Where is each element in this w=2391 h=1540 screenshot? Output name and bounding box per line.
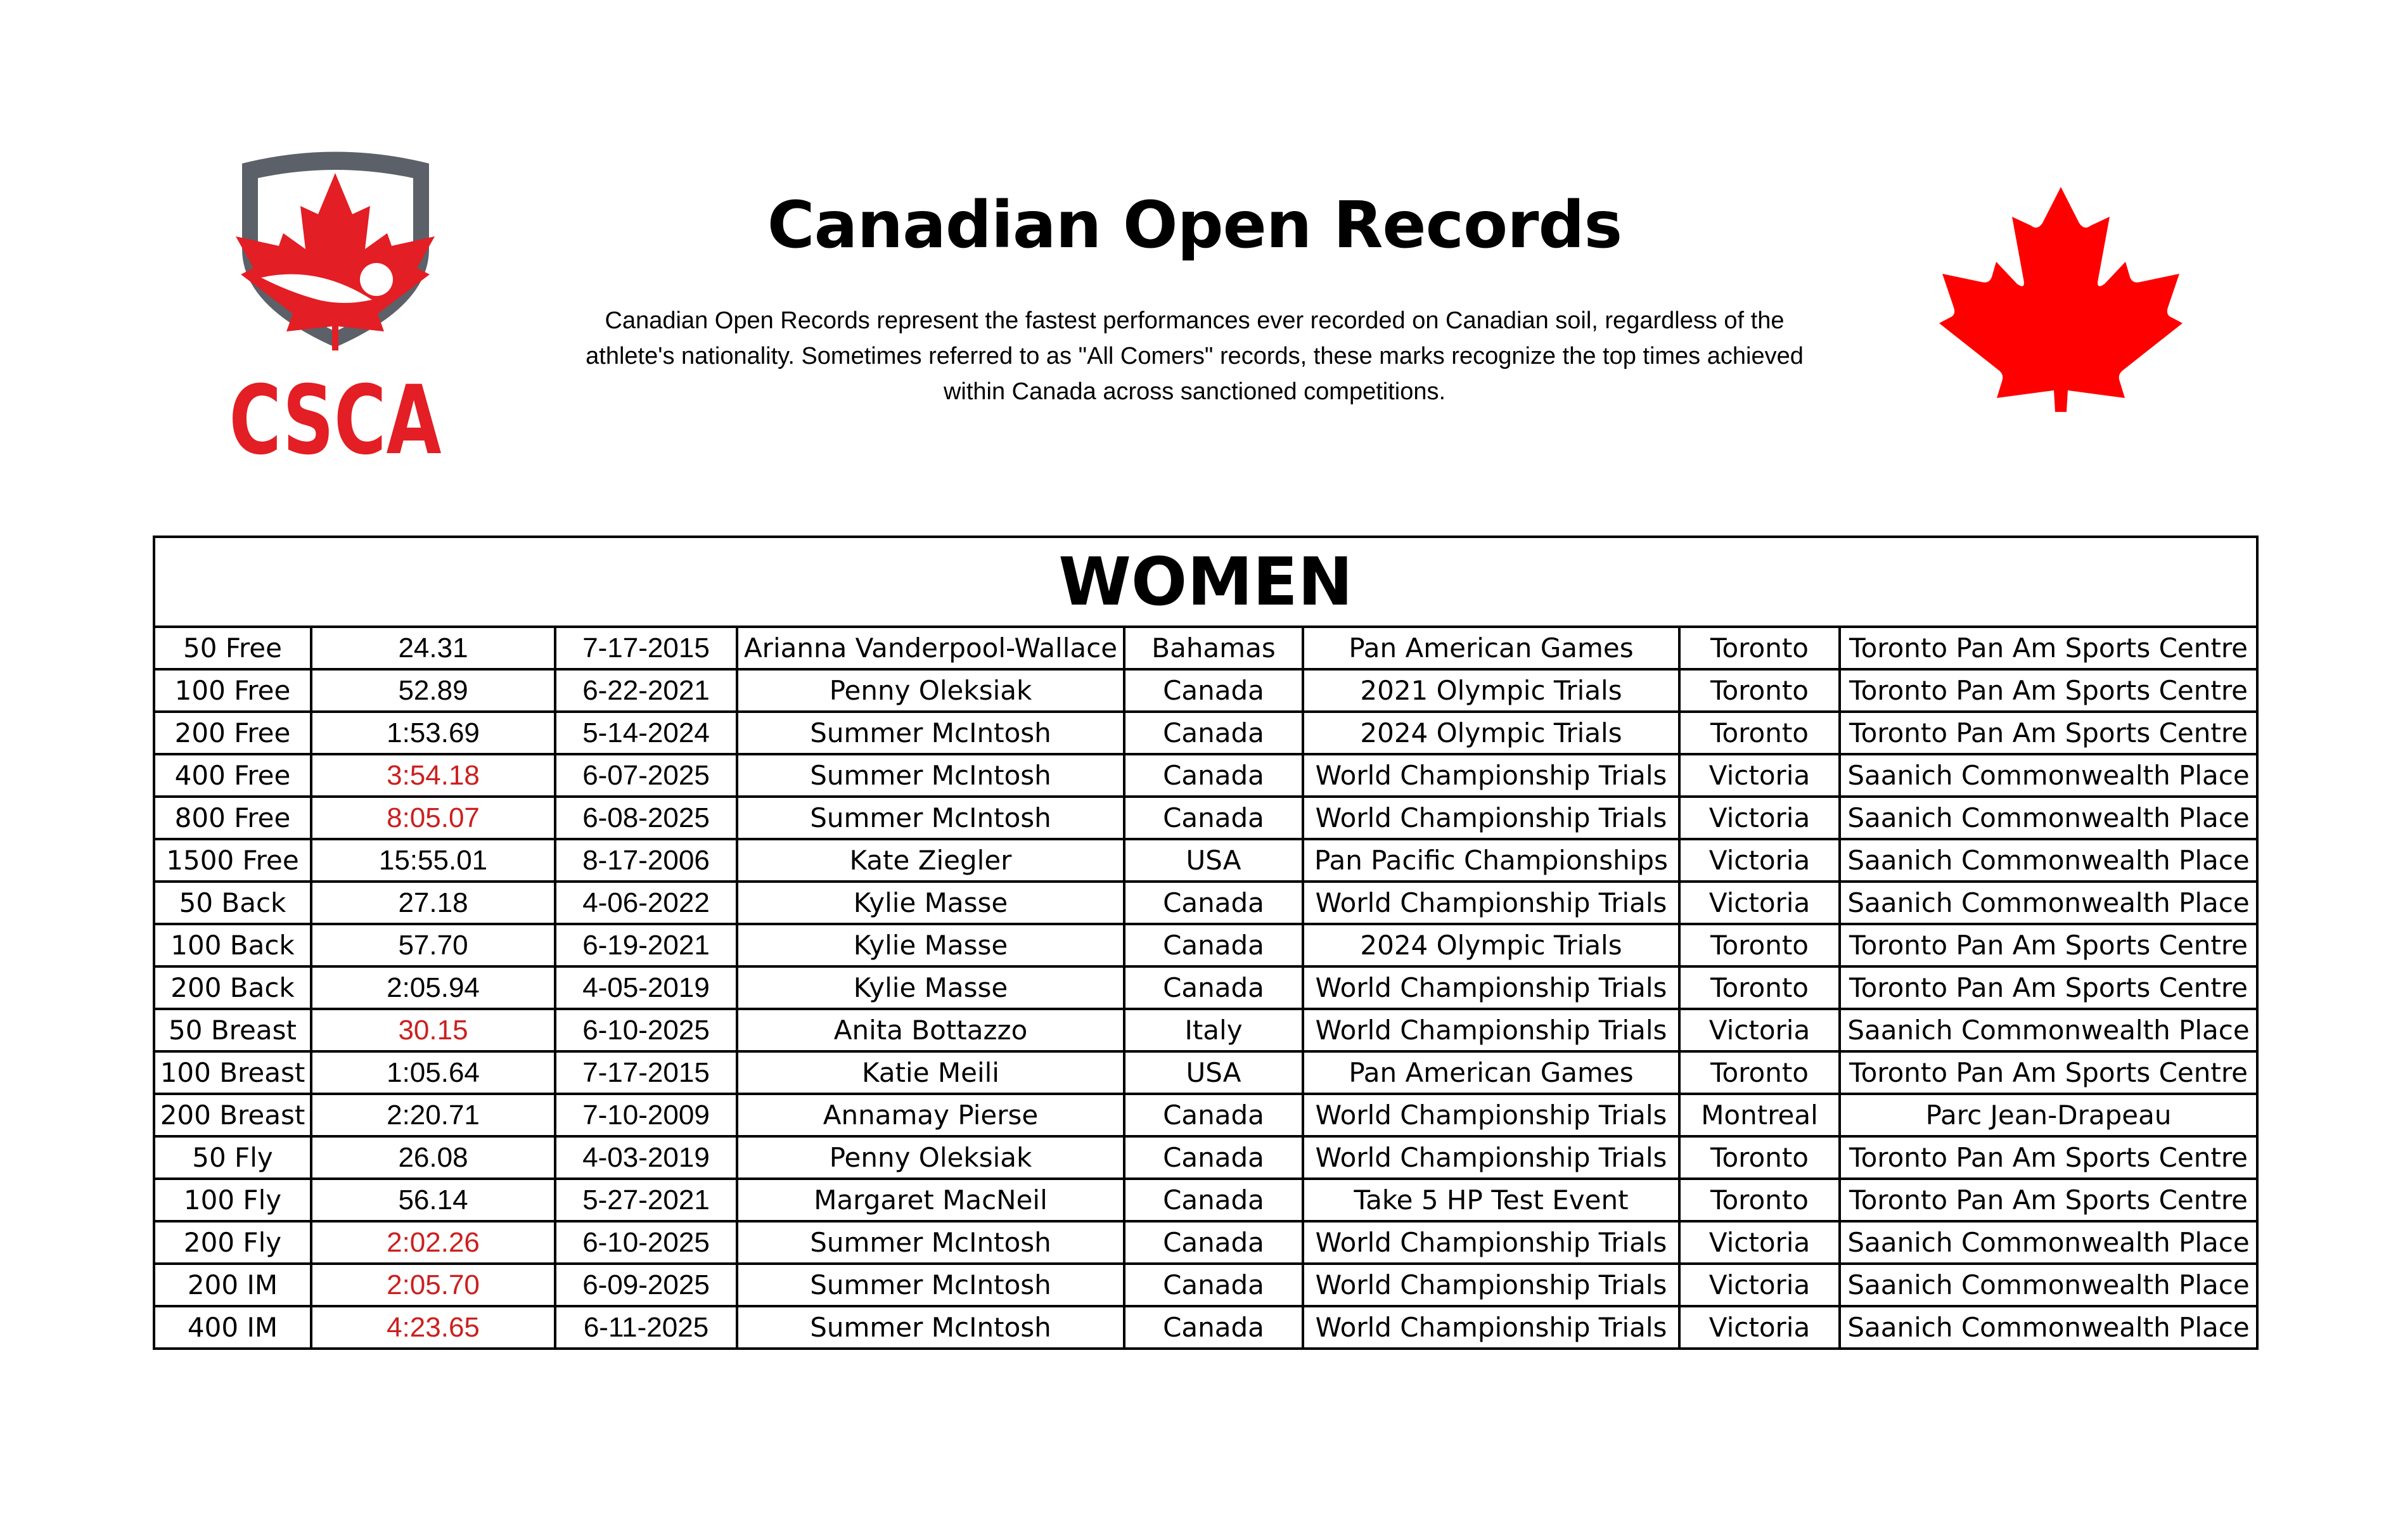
- date-cell: 6-09-2025: [555, 1264, 737, 1306]
- city-cell: Victoria: [1679, 1009, 1840, 1051]
- csca-logo: [223, 148, 448, 476]
- records-body: [154, 627, 2257, 1349]
- date-cell: 6-10-2025: [555, 1221, 737, 1264]
- athlete-cell: Kylie Masse: [737, 966, 1124, 1009]
- athlete-cell: Penny Oleksiak: [737, 1136, 1124, 1179]
- city-cell: Montreal: [1679, 1094, 1840, 1136]
- table-row: [154, 1264, 2257, 1306]
- city-cell: Toronto: [1679, 1136, 1840, 1179]
- table-row: [154, 924, 2257, 966]
- city-cell: Victoria: [1679, 797, 1840, 839]
- event-cell: 200 Free: [154, 712, 311, 754]
- country-cell: Canada: [1124, 712, 1303, 754]
- city-cell: Toronto: [1679, 1179, 1840, 1221]
- event-cell: 400 IM: [154, 1306, 311, 1349]
- country-cell: Canada: [1124, 754, 1303, 797]
- meet-cell: World Championship Trials: [1303, 1094, 1679, 1136]
- event-cell: 800 Free: [154, 797, 311, 839]
- event-cell: 200 Breast: [154, 1094, 311, 1136]
- time-cell: 2:05.94: [311, 966, 555, 1009]
- country-cell: Canada: [1124, 966, 1303, 1009]
- venue-cell: Saanich Commonwealth Place: [1840, 1264, 2257, 1306]
- records-table: [153, 536, 2259, 1350]
- city-cell: Toronto: [1679, 669, 1840, 712]
- date-cell: 6-10-2025: [555, 1009, 737, 1051]
- athlete-cell: Anita Bottazzo: [737, 1009, 1124, 1051]
- time-cell: 8:05.07: [311, 797, 555, 839]
- meet-cell: World Championship Trials: [1303, 966, 1679, 1009]
- city-cell: Toronto: [1679, 712, 1840, 754]
- time-cell: 24.31: [311, 627, 555, 669]
- athlete-cell: Annamay Pierse: [737, 1094, 1124, 1136]
- athlete-cell: Summer McIntosh: [737, 712, 1124, 754]
- city-cell: Toronto: [1679, 966, 1840, 1009]
- table-row: [154, 1051, 2257, 1094]
- logo-text: CSCA: [229, 366, 442, 476]
- page-title: Canadian Open Records: [767, 188, 1622, 263]
- country-cell: Italy: [1124, 1009, 1303, 1051]
- venue-cell: Saanich Commonwealth Place: [1840, 1306, 2257, 1349]
- time-cell: 2:02.26: [311, 1221, 555, 1264]
- country-cell: USA: [1124, 1051, 1303, 1094]
- section-title: WOMEN: [154, 537, 2257, 627]
- event-cell: 100 Free: [154, 669, 311, 712]
- athlete-cell: Arianna Vanderpool-Wallace: [737, 627, 1124, 669]
- time-cell: 2:20.71: [311, 1094, 555, 1136]
- city-cell: Victoria: [1679, 882, 1840, 924]
- event-cell: 200 Back: [154, 966, 311, 1009]
- country-cell: Canada: [1124, 1136, 1303, 1179]
- date-cell: 5-27-2021: [555, 1179, 737, 1221]
- event-cell: 50 Fly: [154, 1136, 311, 1179]
- venue-cell: Saanich Commonwealth Place: [1840, 1009, 2257, 1051]
- table-row: [154, 1221, 2257, 1264]
- meet-cell: World Championship Trials: [1303, 1264, 1679, 1306]
- event-cell: 1500 Free: [154, 839, 311, 882]
- table-row: [154, 1306, 2257, 1349]
- venue-cell: Saanich Commonwealth Place: [1840, 1221, 2257, 1264]
- athlete-cell: Kylie Masse: [737, 882, 1124, 924]
- date-cell: 6-11-2025: [555, 1306, 737, 1349]
- meet-cell: 2024 Olympic Trials: [1303, 924, 1679, 966]
- table-row: [154, 712, 2257, 754]
- date-cell: 6-19-2021: [555, 924, 737, 966]
- athlete-cell: Summer McIntosh: [737, 1306, 1124, 1349]
- time-cell: 1:53.69: [311, 712, 555, 754]
- meet-cell: World Championship Trials: [1303, 882, 1679, 924]
- table-row: [154, 839, 2257, 882]
- event-cell: 50 Breast: [154, 1009, 311, 1051]
- table-row: [154, 1136, 2257, 1179]
- venue-cell: Saanich Commonwealth Place: [1840, 797, 2257, 839]
- venue-cell: Saanich Commonwealth Place: [1840, 754, 2257, 797]
- country-cell: Canada: [1124, 1094, 1303, 1136]
- table-row: [154, 966, 2257, 1009]
- country-cell: Canada: [1124, 1221, 1303, 1264]
- venue-cell: Saanich Commonwealth Place: [1840, 882, 2257, 924]
- country-cell: Canada: [1124, 1179, 1303, 1221]
- time-cell: 1:05.64: [311, 1051, 555, 1094]
- meet-cell: Pan American Games: [1303, 627, 1679, 669]
- country-cell: Canada: [1124, 669, 1303, 712]
- city-cell: Toronto: [1679, 1051, 1840, 1094]
- meet-cell: World Championship Trials: [1303, 1221, 1679, 1264]
- meet-cell: World Championship Trials: [1303, 754, 1679, 797]
- athlete-cell: Summer McIntosh: [737, 754, 1124, 797]
- athlete-cell: Kylie Masse: [737, 924, 1124, 966]
- venue-cell: Toronto Pan Am Sports Centre: [1840, 712, 2257, 754]
- date-cell: 7-17-2015: [555, 1051, 737, 1094]
- venue-cell: Parc Jean-Drapeau: [1840, 1094, 2257, 1136]
- athlete-cell: Summer McIntosh: [737, 797, 1124, 839]
- venue-cell: Toronto Pan Am Sports Centre: [1840, 1051, 2257, 1094]
- meet-cell: Take 5 HP Test Event: [1303, 1179, 1679, 1221]
- time-cell: 57.70: [311, 924, 555, 966]
- date-cell: 6-22-2021: [555, 669, 737, 712]
- time-cell: 52.89: [311, 669, 555, 712]
- event-cell: 50 Back: [154, 882, 311, 924]
- time-cell: 26.08: [311, 1136, 555, 1179]
- time-cell: 27.18: [311, 882, 555, 924]
- venue-cell: Toronto Pan Am Sports Centre: [1840, 924, 2257, 966]
- meet-cell: World Championship Trials: [1303, 1009, 1679, 1051]
- table-row: [154, 797, 2257, 839]
- table-row: [154, 1009, 2257, 1051]
- meet-cell: 2024 Olympic Trials: [1303, 712, 1679, 754]
- city-cell: Victoria: [1679, 1306, 1840, 1349]
- country-cell: Bahamas: [1124, 627, 1303, 669]
- date-cell: 6-08-2025: [555, 797, 737, 839]
- city-cell: Toronto: [1679, 627, 1840, 669]
- country-cell: Canada: [1124, 1264, 1303, 1306]
- date-cell: 7-17-2015: [555, 627, 737, 669]
- description: [545, 303, 1844, 409]
- time-cell: 30.15: [311, 1009, 555, 1051]
- city-cell: Victoria: [1679, 839, 1840, 882]
- venue-cell: Toronto Pan Am Sports Centre: [1840, 966, 2257, 1009]
- event-cell: 100 Fly: [154, 1179, 311, 1221]
- event-cell: 100 Breast: [154, 1051, 311, 1094]
- event-cell: 400 Free: [154, 754, 311, 797]
- athlete-cell: Summer McIntosh: [737, 1264, 1124, 1306]
- date-cell: 7-10-2009: [555, 1094, 737, 1136]
- table-row: [154, 754, 2257, 797]
- description-line: Canadian Open Records represent the fastest performances ever recorded on Canadian soil, regardless of the: [605, 307, 1785, 334]
- time-cell: 4:23.65: [311, 1306, 555, 1349]
- time-cell: 15:55.01: [311, 839, 555, 882]
- time-cell: 3:54.18: [311, 754, 555, 797]
- city-cell: Victoria: [1679, 1264, 1840, 1306]
- meet-cell: World Championship Trials: [1303, 797, 1679, 839]
- event-cell: 50 Free: [154, 627, 311, 669]
- country-cell: Canada: [1124, 797, 1303, 839]
- table-row: [154, 669, 2257, 712]
- swimmer-head-icon: [360, 263, 393, 296]
- date-cell: 6-07-2025: [555, 754, 737, 797]
- table-row: [154, 1094, 2257, 1136]
- meet-cell: Pan Pacific Championships: [1303, 839, 1679, 882]
- time-cell: 56.14: [311, 1179, 555, 1221]
- date-cell: 4-05-2019: [555, 966, 737, 1009]
- table-row: [154, 882, 2257, 924]
- country-cell: USA: [1124, 839, 1303, 882]
- meet-cell: 2021 Olympic Trials: [1303, 669, 1679, 712]
- date-cell: 8-17-2006: [555, 839, 737, 882]
- table-row: [154, 627, 2257, 669]
- venue-cell: Toronto Pan Am Sports Centre: [1840, 1136, 2257, 1179]
- city-cell: Victoria: [1679, 754, 1840, 797]
- event-cell: 100 Back: [154, 924, 311, 966]
- meet-cell: World Championship Trials: [1303, 1136, 1679, 1179]
- event-cell: 200 Fly: [154, 1221, 311, 1264]
- time-cell: 2:05.70: [311, 1264, 555, 1306]
- city-cell: Toronto: [1679, 924, 1840, 966]
- city-cell: Victoria: [1679, 1221, 1840, 1264]
- description-line: within Canada across sanctioned competitions.: [943, 378, 1446, 405]
- description-line: athlete's nationality. Sometimes referred to as "All Comers" records, these marks recognize the top times achieved: [586, 343, 1804, 369]
- athlete-cell: Summer McIntosh: [737, 1221, 1124, 1264]
- table-row: [154, 1179, 2257, 1221]
- canada-maple-leaf-icon: [1936, 184, 2186, 412]
- meet-cell: Pan American Games: [1303, 1051, 1679, 1094]
- venue-cell: Toronto Pan Am Sports Centre: [1840, 669, 2257, 712]
- athlete-cell: Penny Oleksiak: [737, 669, 1124, 712]
- country-cell: Canada: [1124, 882, 1303, 924]
- athlete-cell: Katie Meili: [737, 1051, 1124, 1094]
- meet-cell: World Championship Trials: [1303, 1306, 1679, 1349]
- country-cell: Canada: [1124, 1306, 1303, 1349]
- venue-cell: Toronto Pan Am Sports Centre: [1840, 1179, 2257, 1221]
- date-cell: 4-03-2019: [555, 1136, 737, 1179]
- venue-cell: Toronto Pan Am Sports Centre: [1840, 627, 2257, 669]
- country-cell: Canada: [1124, 924, 1303, 966]
- venue-cell: Saanich Commonwealth Place: [1840, 839, 2257, 882]
- athlete-cell: Kate Ziegler: [737, 839, 1124, 882]
- date-cell: 4-06-2022: [555, 882, 737, 924]
- athlete-cell: Margaret MacNeil: [737, 1179, 1124, 1221]
- date-cell: 5-14-2024: [555, 712, 737, 754]
- event-cell: 200 IM: [154, 1264, 311, 1306]
